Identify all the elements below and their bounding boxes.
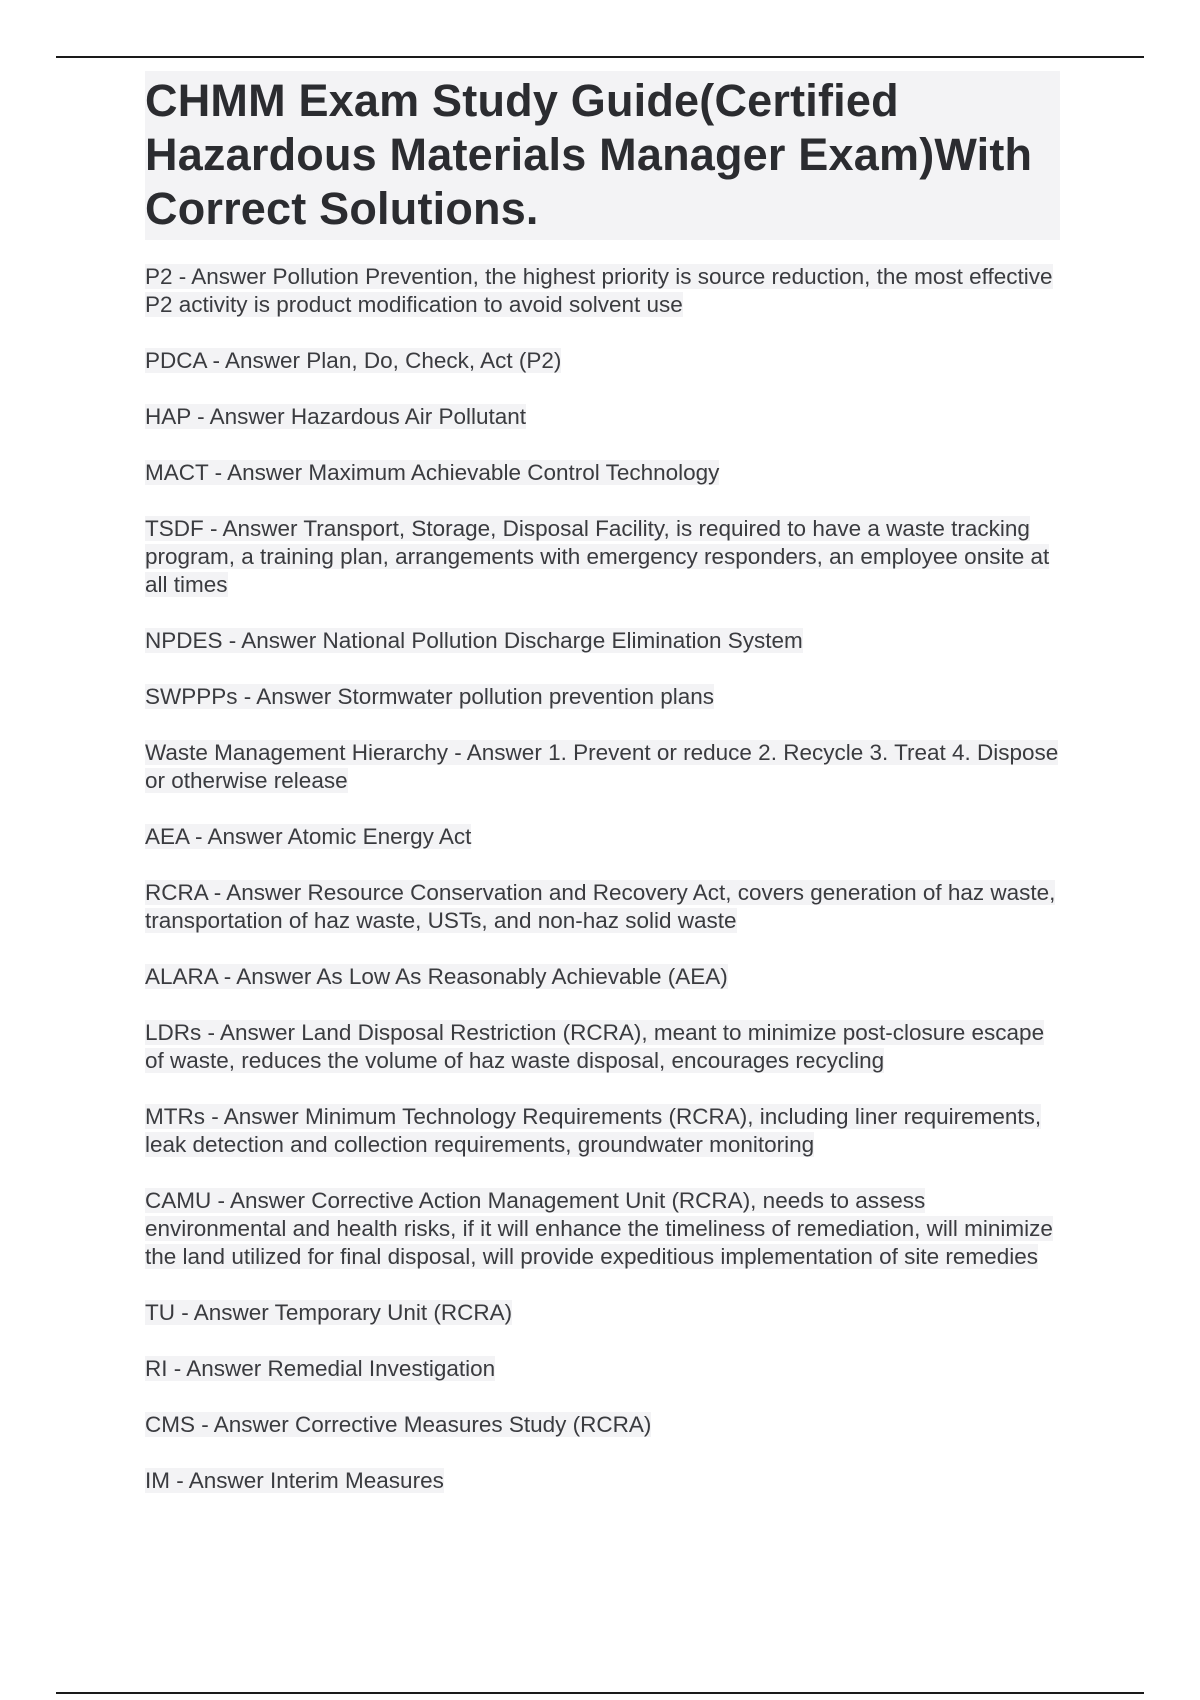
qa-entry [145,879,1060,935]
qa-text: TU - Answer Temporary Unit (RCRA) [145,1300,513,1325]
qa-text: ALARA - Answer As Low As Reasonably Achievable (AEA) [145,964,728,989]
qa-entry [145,1019,1060,1075]
qa-text: NPDES - Answer National Pollution Discharge Elimination System [145,628,803,653]
qa-entry [145,1467,1060,1495]
qa-entry [145,347,1060,375]
qa-text: AEA - Answer Atomic Energy Act [145,824,472,849]
qa-text: PDCA - Answer Plan, Do, Check, Act (P2) [145,348,562,373]
qa-entry [145,1299,1060,1327]
qa-entry [145,263,1060,319]
qa-entry [145,459,1060,487]
qa-text: RCRA - Answer Resource Conservation and Recovery Act, covers generation of haz waste, transportation of haz waste, USTs, and non-haz solid waste [145,880,1056,933]
qa-entry [145,627,1060,655]
qa-entry [145,963,1060,991]
qa-text: LDRs - Answer Land Disposal Restriction (RCRA), meant to minimize post-closure escape of waste, reduces the volume of haz waste disposal, encourages recycling [145,1020,1045,1073]
top-rule [56,56,1144,58]
qa-text: Waste Management Hierarchy - Answer 1. Prevent or reduce 2. Recycle 3. Treat 4. Dispose or otherwise release [145,740,1059,793]
qa-text: CAMU - Answer Corrective Action Management Unit (RCRA), needs to assess environmental and health risks, if it will enhance the timeliness of remediation, will minimize the land utilized for final disposal, will provide expeditious implementation of site remedies [145,1188,1053,1269]
qa-entry [145,403,1060,431]
qa-entry [145,823,1060,851]
qa-list [145,263,1060,1495]
qa-text: P2 - Answer Pollution Prevention, the highest priority is source reduction, the most effective P2 activity is product modification to avoid solvent use [145,264,1053,317]
qa-entry [145,739,1060,795]
document-body [145,71,1060,1523]
bottom-rule [56,1692,1144,1694]
qa-text: RI - Answer Remedial Investigation [145,1356,496,1381]
qa-entry [145,683,1060,711]
qa-text: MACT - Answer Maximum Achievable Control Technology [145,460,720,485]
qa-text: IM - Answer Interim Measures [145,1468,444,1493]
qa-entry [145,1411,1060,1439]
qa-text: HAP - Answer Hazardous Air Pollutant [145,404,527,429]
qa-entry [145,1103,1060,1159]
qa-text: TSDF - Answer Transport, Storage, Disposal Facility, is required to have a waste tracking program, a training plan, arrangements with emergency responders, an employee onsite at all times [145,516,1050,597]
qa-entry [145,515,1060,599]
document-title: CHMM Exam Study Guide(Certified Hazardous Materials Manager Exam)With Correct Solutions. [145,71,1060,240]
qa-entry [145,1355,1060,1383]
qa-text: CMS - Answer Corrective Measures Study (RCRA) [145,1412,652,1437]
qa-text: MTRs - Answer Minimum Technology Requirements (RCRA), including liner requirements, leak detection and collection requirements, groundwater monitoring [145,1104,1042,1157]
qa-entry [145,1187,1060,1271]
qa-text: SWPPPs - Answer Stormwater pollution prevention plans [145,684,715,709]
